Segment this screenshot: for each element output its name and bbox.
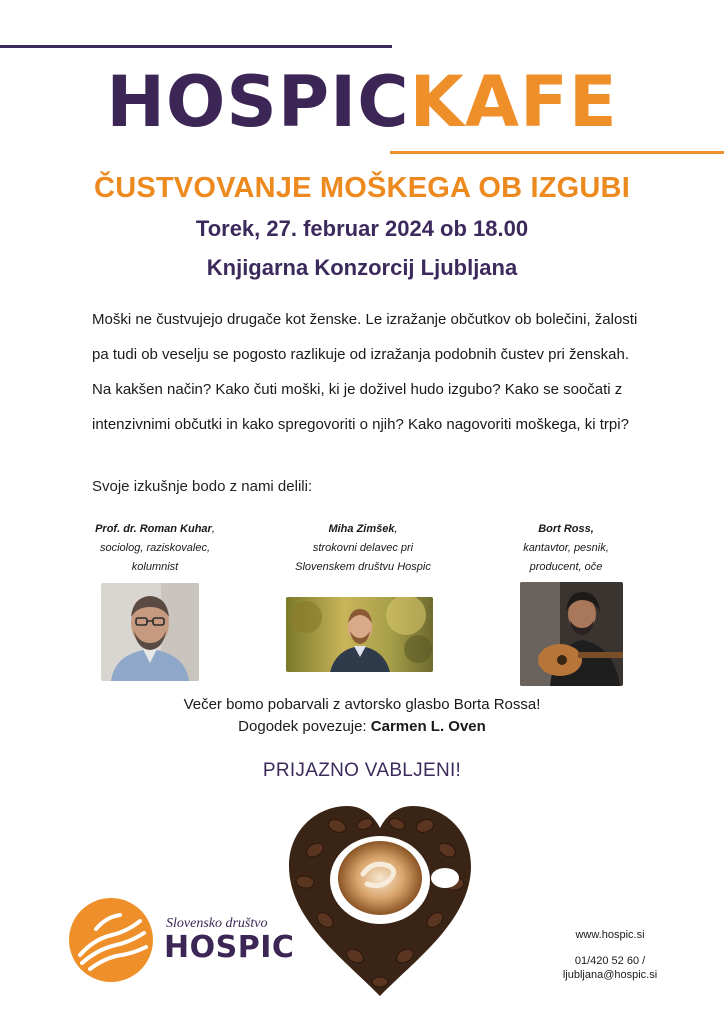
- logo-kafe: KAFE: [409, 61, 618, 143]
- speaker-role: kolumnist: [131, 561, 179, 573]
- event-date: Torek, 27. februar 2024 ob 18.00: [195, 216, 529, 241]
- speakers-lead: Svoje izkušnje bodo z nami delili:: [92, 478, 313, 495]
- intro-line: Na kakšen način? Kako čuti moški, ki je doživel hudo izgubo? Kako se soočati z: [92, 381, 623, 398]
- host-line: [0, 718, 724, 735]
- phone-number: 01/420 52 60 /: [574, 955, 646, 967]
- speaker-name-separator: ,: [211, 523, 215, 535]
- hospic-hands-icon: [66, 895, 156, 985]
- music-line: Večer bomo pobarvali z avtorsko glasbo Borta Rossa!: [183, 696, 541, 713]
- speaker-role: Slovenskem društvu Hospic: [295, 561, 431, 573]
- speaker-roman-kuhar: [55, 520, 255, 577]
- event-title: ČUSTVOVANJE MOŠKEGA OB IZGUBI: [94, 172, 630, 204]
- speaker-role: producent, oče: [529, 561, 603, 573]
- speaker-miha-zimsek: [263, 520, 463, 577]
- coffee-heart-image: [285, 800, 475, 1000]
- speaker-name: Prof. dr. Roman Kuhar: [95, 523, 212, 535]
- speaker-role: strokovni delavec pri: [312, 542, 414, 554]
- org-subtitle: Slovensko društvo: [166, 916, 268, 931]
- org-name: HOSPIC: [164, 930, 295, 965]
- host-prefix: Dogodek povezuje:: [238, 718, 371, 735]
- hospickafe-logo: [0, 62, 724, 142]
- photo-miha-zimsek: [286, 597, 433, 672]
- intro-line: intenzivnimi občutki in kako spregovoriti o njih? Kako nagovoriti moškega, ki trpi?: [92, 416, 629, 433]
- speaker-name: Bort Ross,: [538, 523, 594, 535]
- event-venue: Knjigarna Konzorcij Ljubljana: [206, 255, 518, 280]
- email-link[interactable]: ljubljana@hospic.si: [562, 969, 658, 981]
- orange-divider: [390, 151, 724, 154]
- speaker-name: Miha Zimšek: [328, 523, 395, 535]
- intro-text: [92, 302, 652, 442]
- photo-roman-kuhar: [101, 583, 199, 681]
- intro-line: pa tudi ob veselju se pogosto razlikuje od izražanja podobnih čustev pri ženskah.: [92, 346, 629, 363]
- speaker-role: kantavtor, pesnik,: [523, 542, 609, 554]
- top-divider: [0, 45, 392, 48]
- speaker-role: sociolog, raziskovalec,: [99, 542, 211, 554]
- contact-block: [540, 928, 680, 982]
- host-name: Carmen L. Oven: [370, 718, 486, 735]
- welcome-text: PRIJAZNO VABLJENI!: [262, 760, 462, 781]
- photo-bort-ross: [520, 582, 623, 686]
- speaker-name-separator: ,: [394, 523, 398, 535]
- intro-line: Moški ne čustvujejo drugače kot ženske. Le izražanje občutkov ob bolečini, žalosti: [92, 311, 638, 328]
- speaker-bort-ross: [466, 520, 666, 577]
- logo-hospic: HOSPIC: [106, 61, 410, 143]
- website-link[interactable]: www.hospic.si: [575, 929, 645, 941]
